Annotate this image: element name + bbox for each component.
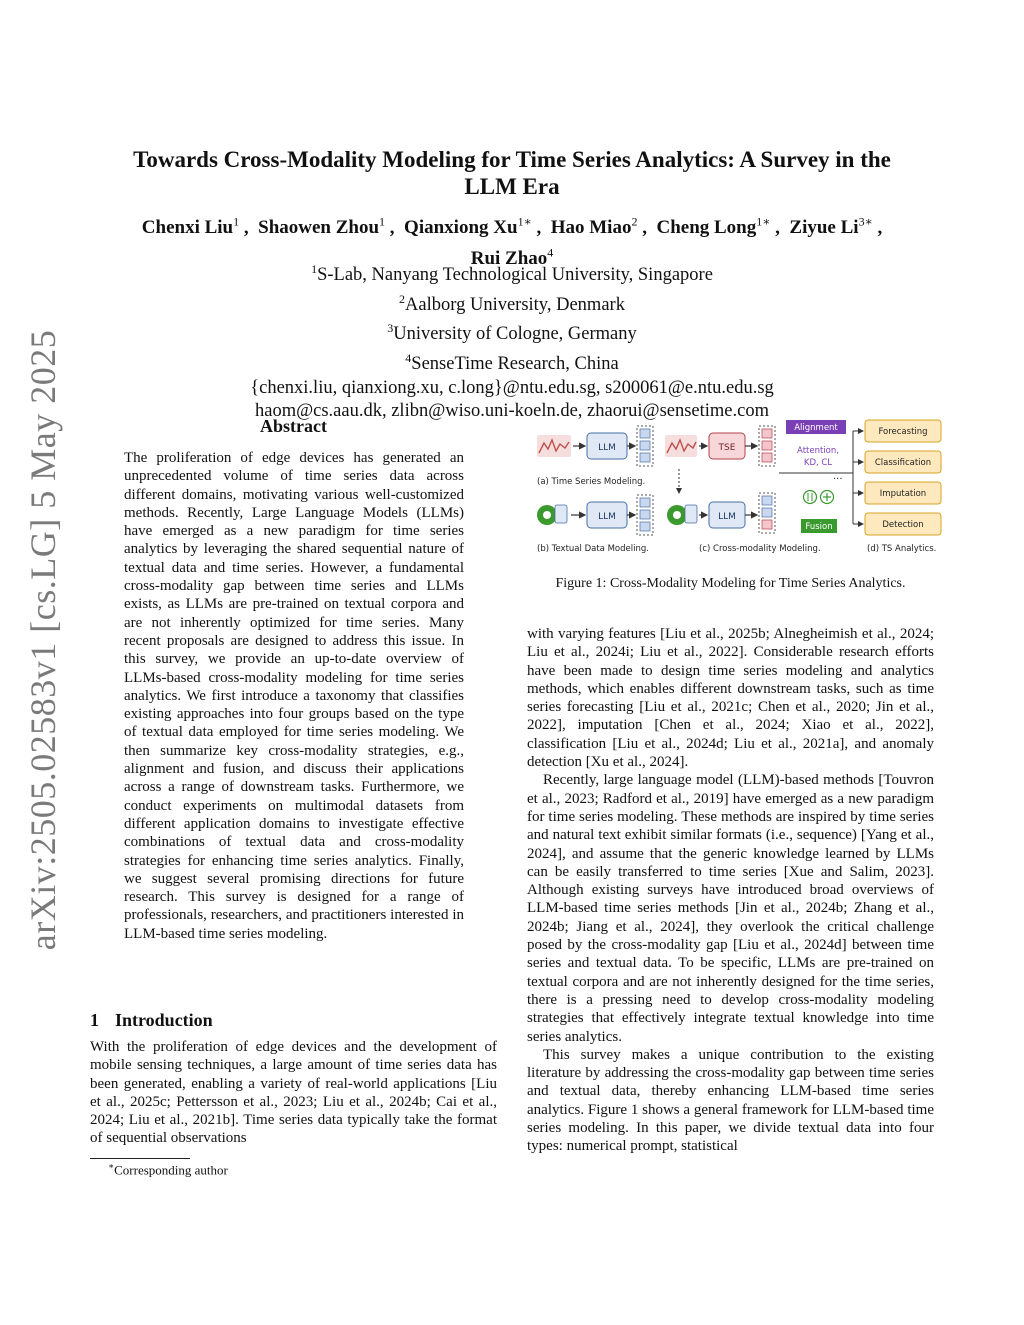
author: Ziyue $Li^{3∗}$ <box>789 215 873 239</box>
paper-title <box>90 146 934 200</box>
right-column-body <box>527 625 934 1156</box>
svg-text:Forecasting: Forecasting <box>878 427 928 437</box>
section-title: Introduction <box>115 1010 213 1030</box>
fusion-badge <box>801 519 837 533</box>
label-a: (a) Time Series Modeling. <box>537 477 646 487</box>
svg-text:TSE: TSE <box>718 443 736 453</box>
author-list: Chenxi Liu$^1$ , Shaowen Zhou$^1$ , Qianxiong $Xu^{1∗}$ , Hao Miao$^2$ , Cheng Long$^{1∗}$ , Ziyue $Li^{3∗}$ , Rui Zhao$^4$ <box>141 215 883 269</box>
llm-box-b <box>587 502 627 528</box>
svg-text:LLM: LLM <box>598 512 616 522</box>
tse-box <box>709 433 745 459</box>
svg-text:LLM: LLM <box>598 443 616 453</box>
affiliation: $^2$Aalborg University, Denmark <box>399 291 625 315</box>
emails-line-1: {chenxi.liu, qianxiong.xu, c.long}@ntu.edu.sg, s200061@e.ntu.edu.sg <box>250 377 774 398</box>
body-paragraph: Recently, large language model (LLM)-based methods [Touvron et al., 2023; Radford et al., 2019] have emerged as a new paradigm for time series modeling. These methods are inspired by time series and natural text exhibit similar formats (i.e., sequence) [Yang et al., 2024], and assume that the generic knowledge learned by LLMs can be easily transferred to time series [Xue and Salim, 2023]. Although existing surveys have introduced broad overviews of LLM-based time series methods [Jin et al., 2024b; Zhang et al., 2024b; Jiang et al., 2024], they overlook the critical challenge posed by the cross-modality gap [Liu et al., 2024d] between time series and textual data. To be specific, LLMs are pre-trained on textual corpora and are not inherently designed for the time series, there is a pressing need to develop cross-modality modeling strategies that effectively integrate textual knowledge into time series analytics. <box>527 772 934 1045</box>
intro-paragraph: With the proliferation of edge devices and the development of mobile sensing techniques, a large amount of time series data has been generated, enabling a variety of real-world applications [Liu et al., 2025c; Pettersson et al., 2023; Liu et al., 2024b; Cai et al., 2024; Liu et al., 2021b]. Time series data typically take the format of sequential observations <box>90 1039 497 1147</box>
figure-1-diagram <box>527 413 947 563</box>
author: Chenxi Liu$^1$ <box>141 215 240 239</box>
task-forecasting <box>865 420 941 442</box>
abstract-paragraph: The proliferation of edge devices has generated an unprecedented volume of time series data across different domains, motivating various well-customized methods. Recently, Large Language Models (LLMs) have emerged as a new paradigm for time series analytics by leveraging the shared sequential nature of textual data and time series. However, a fundamental cross-modality gap between time series and LLMs exists, as LLMs are pre-trained on textual corpora and are not inherently optimized for time series. Many recent proposals are designed to address this issue. In this survey, we provide an up-to-date overview of LLMs-based cross-modality modeling for time series analytics. We first introduce a taxonomy that classifies existing approaches into four groups based on the type of textual data employed for time series modeling. We then summarize key cross-modality strategies, e.g., alignment and fusion, and discuss their applications across a range of downstream tasks. Furthermore, we conduct experiments on multimodal datasets from different application domains to investigate effective combinations of textual data and cross-modality strategies for enhancing time series analytics. Finally, we suggest several promising directions for future research. This survey is designed for a range of professionals, researchers, and practitioners interested in LLM-based time series modeling. <box>124 450 464 942</box>
intro-left-column <box>90 1038 497 1148</box>
svg-text:Detection: Detection <box>882 520 924 530</box>
label-b: (b) Textual Data Modeling. <box>537 544 649 554</box>
token-stack-a <box>637 426 653 466</box>
svg-text:Classification: Classification <box>874 458 932 468</box>
title-line-2: LLM Era <box>464 174 560 199</box>
section-heading-introduction <box>90 1010 213 1031</box>
token-stack-c-top <box>759 426 775 466</box>
affiliation: $^4$SenseTime Research, China <box>405 350 619 375</box>
token-stack-c-bottom <box>759 493 775 533</box>
llm-box-c <box>709 502 745 528</box>
affiliations <box>90 258 934 424</box>
author: Shaowen Zhou$^1$ <box>258 215 386 239</box>
abstract-heading: Abstract <box>260 416 327 436</box>
figure-caption: Figure 1: Cross-Modality Modeling for Time Series Analytics. <box>555 576 906 591</box>
text-data-icon <box>537 505 567 525</box>
label-d: (d) TS Analytics. <box>867 544 937 554</box>
svg-text:Imputation: Imputation <box>879 489 927 499</box>
svg-text:LLM: LLM <box>718 512 736 522</box>
attention-text-1: Attention, <box>797 446 839 456</box>
alignment-badge <box>786 420 846 434</box>
body-paragraph: This survey makes a unique contribution to the existing literature by addressing the cross-modality gap between time series and textual data, thereby enhancing LLM-based time series analytics. Figure 1 shows a general framework for LLM-based time series modeling. In this paper, we divide textual data into four types: numerical prompt, statistical <box>527 1046 934 1155</box>
author: Qianxiong $Xu^{1∗}$ <box>404 215 532 239</box>
task-imputation <box>865 482 941 504</box>
svg-text:Alignment: Alignment <box>794 423 838 433</box>
label-c: (c) Cross-modality Modeling. <box>699 544 821 554</box>
author: Rui Zhao$^4$ <box>470 245 554 269</box>
footnote: ∗Corresponding author <box>108 1161 228 1178</box>
footnote-rule <box>90 1158 190 1159</box>
text-data-icon <box>667 505 697 525</box>
affiliation: $^1$S-Lab, Nanyang Technological University, Singapore <box>311 262 713 286</box>
llm-box-a <box>587 433 627 459</box>
token-stack-b <box>637 495 653 535</box>
author: Cheng Long$^{1∗}$ <box>656 215 771 239</box>
section-number: 1 <box>90 1010 99 1030</box>
emails-line-2: haom@cs.aau.dk, zlibn@wiso.uni-koeln.de, zhaorui@sensetime.com <box>255 401 769 422</box>
task-detection <box>865 513 941 535</box>
fusion-ops-icon <box>804 491 834 504</box>
ellipsis: ··· <box>833 474 843 485</box>
svg-text:Fusion: Fusion <box>805 522 833 532</box>
affiliation: $^3$University of Cologne, Germany <box>387 321 637 345</box>
author: Hao Miao$^2$ <box>550 215 638 239</box>
time-series-icon <box>537 435 571 457</box>
body-paragraph: with varying features [Liu et al., 2025b; Alnegheimish et al., 2024; Liu et al., 2024i; Liu et al., 2022]. Considerable research efforts have been made to design time series modeling and analytics methods, which enables different downstream tasks, such as time series forecasting [Liu et al., 2021c; Chen et al., 2020; Jin et al., 2022], imputation [Chen et al., 2024; Xiao et al., 2022], classification [Liu et al., 2024d; Liu et al., 2021a], and anomaly detection [Xu et al., 2024]. <box>527 626 934 771</box>
task-classification <box>865 451 941 473</box>
title-line-1: Towards Cross-Modality Modeling for Time Series Analytics: A Survey in the <box>133 147 891 172</box>
time-series-icon <box>665 435 697 457</box>
arxiv-stamp <box>14 329 72 951</box>
attention-text-2: KD, CL <box>803 458 833 468</box>
abstract-body <box>124 449 464 943</box>
arxiv-stamp-text: arXiv:2505.02583v1 [cs.LG] 5 May 2025 <box>23 329 64 951</box>
